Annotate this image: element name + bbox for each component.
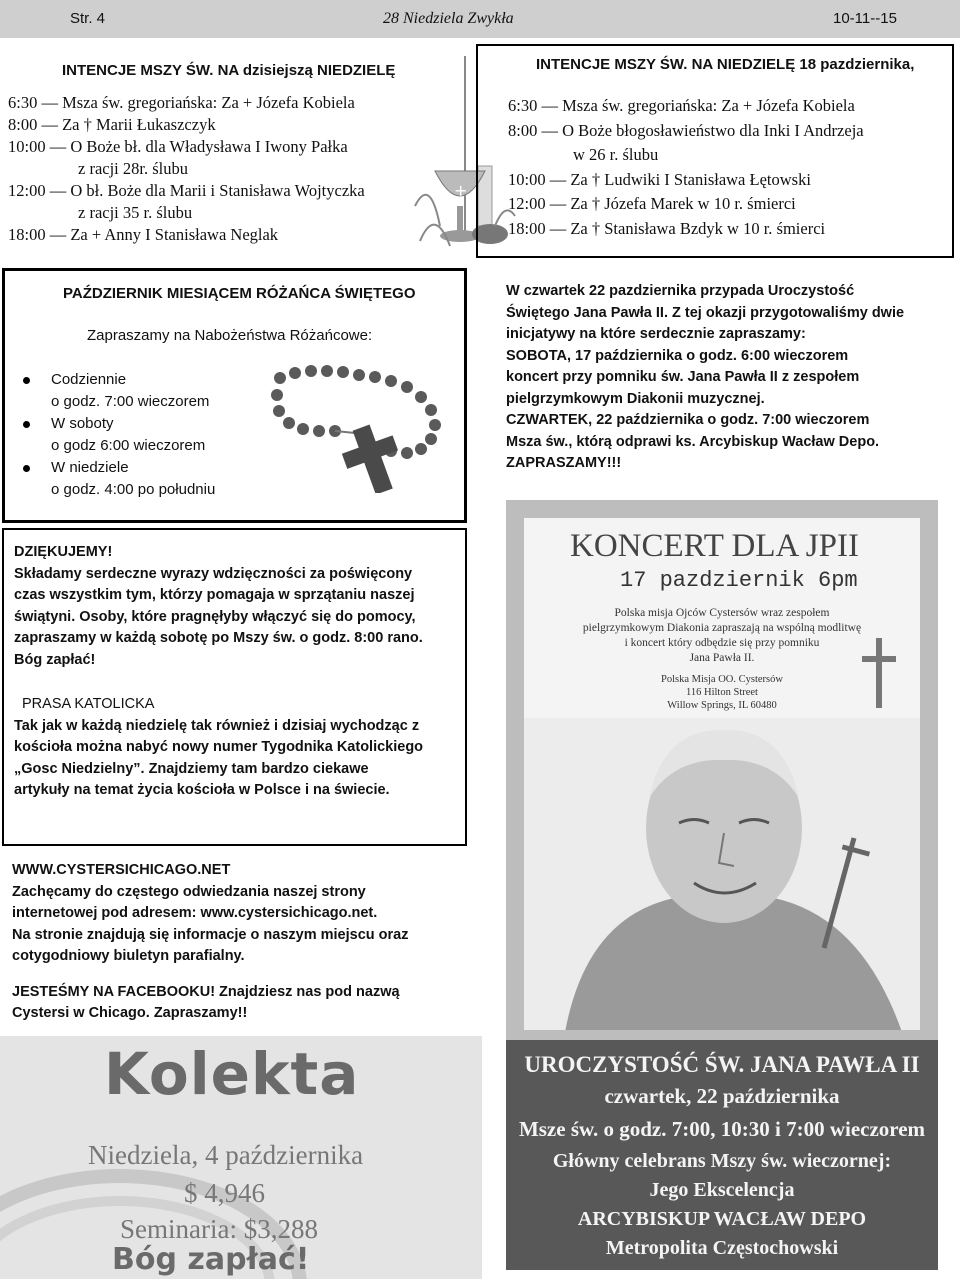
poster-address: Polska Misja OO. Cystersów 116 Hilton Street Willow Springs, IL 60480	[661, 674, 783, 711]
masses-today-list	[8, 92, 365, 246]
website-section: WWW.CYSTERSICHICAGO.NET Zachęcamy do częstego odwiedzania naszej strony internetowej pod adresem: www.cystersichicago.net. Na stronie znajdują się informacje o naszym miejscu oraz cotygodniowy biuletyn parafialny. JESTEŚMY NA FACEBOOKU! Znajdziesz nas pod nazwą Cystersi w Chicago. Zapraszamy!!	[12, 862, 409, 1021]
list-item: W niedziele o godz. 4:00 po południu	[5, 457, 265, 501]
kolekta-panel	[0, 1036, 482, 1279]
mass-line: 6:30 — Msza św. gregoriańska: Za + Józefa Kobiela	[508, 96, 855, 115]
pope-portrait-image	[524, 718, 920, 1030]
cross-icon	[854, 638, 904, 708]
rosary-invite: Zapraszamy na Nabożeństwa Różańcowe:	[87, 327, 373, 344]
poster-date: 17 pazdziernik 6pm	[620, 568, 858, 593]
sunday-name: 28 Niedziela Zwykła	[383, 10, 514, 27]
mass-line: w 26 r. ślubu	[573, 145, 659, 164]
rosary-box	[2, 268, 467, 523]
mass-line: 10:00 — Za † Ludwiki I Stanisława Łętowski	[508, 169, 811, 189]
kolekta-amount: $ 4,946	[184, 1178, 265, 1208]
masses-next-list	[508, 94, 864, 241]
mass-line: 12:00 — O bł. Boże dla Marii i Stanisława Wojtyczka	[8, 181, 365, 200]
website-title: WWW.CYSTERSICHICAGO.NET	[12, 862, 231, 878]
kolekta-date: Niedziela, 4 października	[88, 1140, 364, 1170]
mass-line: z racji 35 r. ślubu	[78, 203, 193, 222]
rosary-icon	[265, 363, 450, 493]
thanks-box	[2, 528, 467, 846]
seminary-amount: Seminaria: $3,288	[120, 1214, 318, 1244]
masses-today-title: INTENCJE MSZY ŚW. NA dzisiejszą NIEDZIELĘ	[62, 62, 396, 79]
mass-line: 10:00 — O Boże bł. dla Władysława I Iwony Pałka	[8, 137, 348, 156]
list-item: Codziennie o godz. 7:00 wieczorem	[5, 369, 265, 413]
poster-title: KONCERT DLA JPII	[570, 528, 859, 564]
mass-line: 18:00 — Za + Anny I Stanisława Neglak	[8, 225, 279, 244]
bullet-icon	[23, 465, 30, 472]
poster-text: Polska misja Ojców Cystersów wraz zespołem pielgrzymkowym Diakonia zapraszają na wspólną modlitwę i koncert który odbędzie się przy pomniku Jana Pawła II.	[582, 607, 862, 664]
mass-line: z racji 28r. ślubu	[78, 159, 188, 178]
masses-next-box	[476, 44, 954, 258]
masses-next-title: INTENCJE MSZY ŚW. NA NIEDZIELĘ 18 pazdziernika,	[536, 56, 915, 73]
concert-poster	[506, 500, 938, 1040]
mass-line: 18:00 — Za † Stanisława Bzdyk w 10 r. śmierci	[508, 218, 826, 238]
kolekta-thanks: Bóg zapłać!	[112, 1242, 310, 1277]
mass-line: 8:00 — O Boże błogosławieństwo dla Inki I Andrzeja	[508, 120, 864, 140]
uroczystosc-panel: UROCZYSTOŚĆ ŚW. JANA PAWŁA II czwartek, 22 października Msze św. o godz. 7:00, 10:30 i 7:00 wieczorem Główny celebrans Mszy św. wieczornej: Jego Ekscelencja ARCYBISKUP WACŁAW DEPO Metropolita Częstochowski	[506, 1040, 938, 1270]
mass-line: 12:00 — Za † Józefa Marek w 10 r. śmierci	[508, 194, 796, 213]
rosary-schedule	[5, 369, 265, 501]
page-header	[0, 0, 960, 38]
kolekta-title: Kolekta	[104, 1040, 360, 1108]
thanks-title: DZIĘKUJEMY!	[14, 544, 113, 560]
mass-line: 8:00 — Za † Marii Łukaszczyk	[8, 115, 216, 134]
thanks-section: DZIĘKUJEMY! Składamy serdeczne wyrazy wdzięczności za poświęcony czas wszystkim tym, którzy pomagaja w sprzątaniu naszej świątyni. Osoby, które pragnęłyby włączyć się do pomocy, zapraszamy w każdą sobotę po Mszy św. o godz. 8:00 rano. Bóg zapłać!	[14, 544, 423, 668]
bullet-icon	[23, 377, 30, 384]
list-item: W soboty o godz 6:00 wieczorem	[5, 413, 265, 457]
header-date: 10-11--15	[833, 10, 897, 27]
jp2-notice: W czwartek 22 pazdziernika przypada Uroczystość Świętego Jana Pawła II. Z tej okazji przygotowaliśmy dwie inicjatywy na które serdecznie zapraszamy: SOBOTA, 17 października o godz. 6:00 wieczorem koncert przy pomniku św. Jana Pawła II z zespołem pielgrzymkowym Diakonii muzycznej. CZWARTEK, 22 października o godz. 7:00 wieczorem Msza św., którą odprawi ks. Arcybiskup Wacław Depo. ZAPRASZAMY!!!	[506, 283, 905, 471]
rosary-title: PAŹDZIERNIK MIESIĄCEM RÓŻAŃCA ŚWIĘTEGO	[63, 285, 416, 302]
press-title: PRASA KATOLICKA	[22, 696, 155, 712]
page-number: Str. 4	[70, 10, 106, 27]
svg-text:+: +	[454, 181, 468, 200]
bullet-icon	[23, 421, 30, 428]
mass-line: 6:30 — Msza św. gregoriańska: Za + Józefa Kobiela	[8, 93, 355, 112]
press-section: PRASA KATOLICKA Tak jak w każdą niedzielę tak również i dzisiaj wychodząc z kościoła można nabyć nowy numer Tygodnika Katolickiego „Gosc Niedzielny”. Znajdziemy tam bardzo ciekawe artykuły na temat życia kościoła w Polsce i na świecie.	[14, 696, 424, 798]
facebook-note: JESTEŚMY NA FACEBOOKU! Znajdziesz nas pod nazwą	[12, 983, 400, 1000]
